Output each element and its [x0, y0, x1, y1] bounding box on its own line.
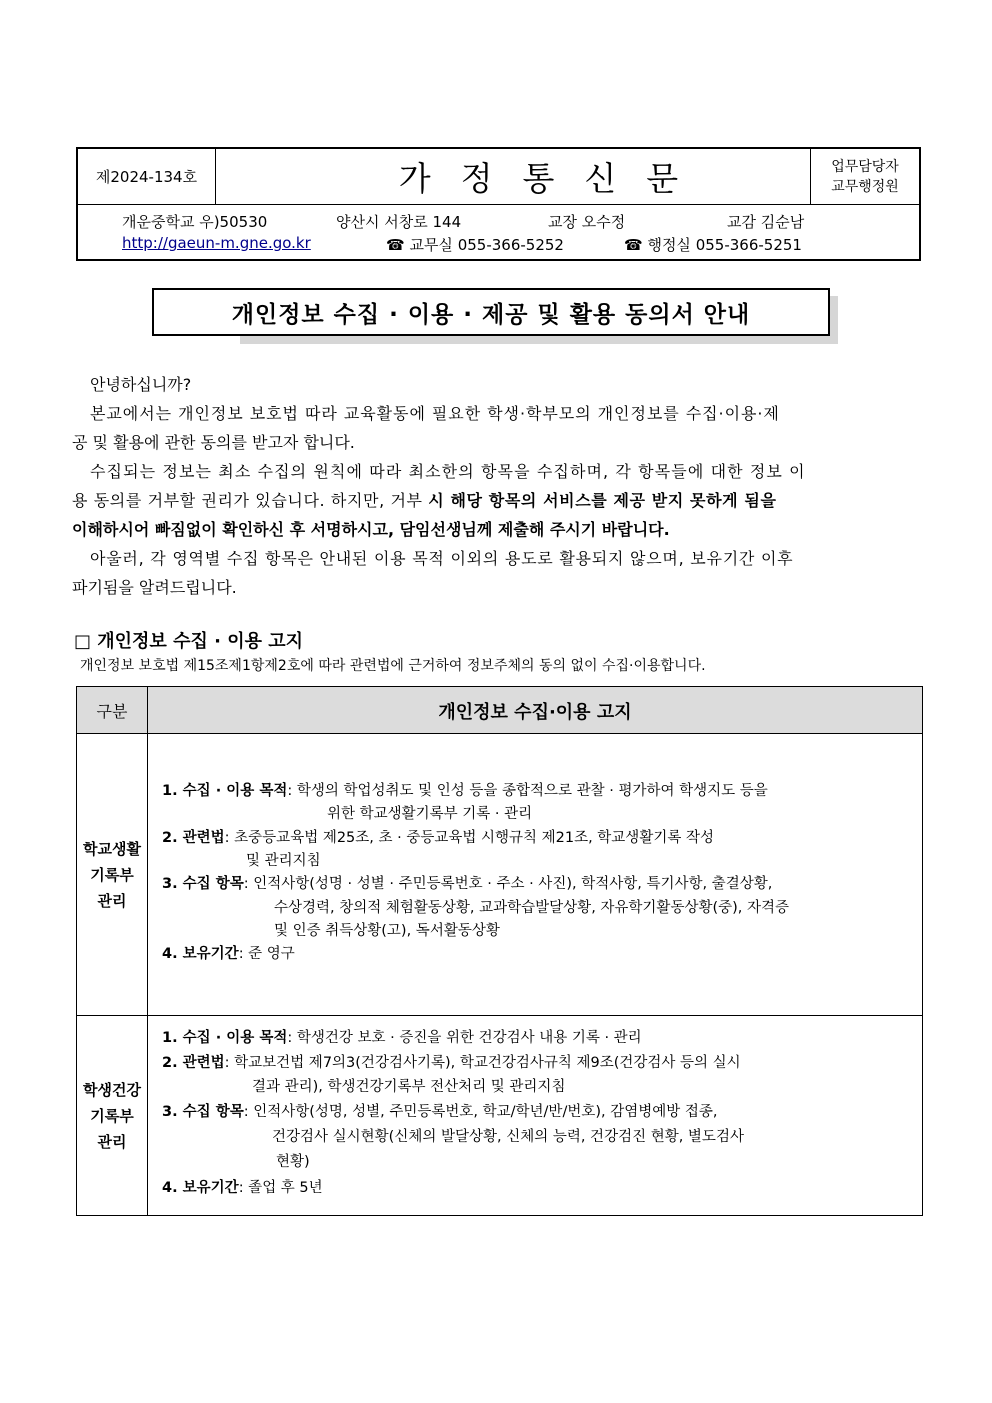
row2-item1-label: 1. 수집 · 이용 목적: [162, 1030, 288, 1046]
row1-cat-line3: 관리: [97, 892, 127, 910]
row2-item4: [162, 1177, 323, 1200]
document-title: 개인정보 수집 · 이용 · 제공 및 활용 동의서 안내: [152, 288, 830, 336]
row1-item2-label: 2. 관련법: [162, 830, 225, 846]
para2-line3: 이해하시어 빠짐없이 확인하신 후 서명하시고, 담임선생님께 제출해 주시기 바랍니다.: [72, 520, 670, 539]
row1-item3: [162, 873, 772, 896]
dept-box: [810, 149, 919, 204]
office-phone-2: ☎ 행정실 055-366-5251: [624, 236, 802, 254]
row1-item4-label: 4. 보유기간: [162, 946, 239, 962]
row1-item3-cont2: 및 인증 취득상황(고), 독서활동상황: [274, 923, 500, 939]
row2-cat-line3: 관리: [97, 1132, 127, 1151]
row2-item4-text: : 졸업 후 5년: [238, 1180, 323, 1196]
para1-line1: 본교에서는 개인정보 보호법 따라 교육활동에 필요한 학생·학부모의 개인정보를 수집·이용·제: [90, 404, 780, 423]
row2-cat-line2: 기록부: [90, 1106, 134, 1125]
vice-principal: 교감 김순남: [727, 213, 805, 231]
row2-category: [77, 1016, 147, 1215]
row2-item3-cont2: 현황): [276, 1154, 310, 1170]
para2-line2-bold: 시 해당 항목의 서비스를 제공 받지 못하게 됨을: [428, 491, 777, 510]
intro-text: [72, 370, 922, 602]
section-heading: □ 개인정보 수집 · 이용 고지: [74, 631, 304, 652]
row2-item4-label: 4. 보유기간: [162, 1180, 239, 1196]
newsletter-header: [76, 147, 921, 261]
school-address: 양산시 서창로 144: [336, 213, 462, 231]
header-top-row: [78, 149, 919, 205]
row2-item3: [162, 1101, 717, 1124]
row1-item3-cont1: 수상경력, 창의적 체험활동상황, 교과학습발달상황, 자유학기활동상황(중), 자격증: [274, 900, 790, 916]
row2-item1-text: : 학생건강 보호 · 증진을 위한 건강검사 내용 기록 · 관리: [287, 1030, 642, 1046]
row1-item2: [162, 827, 714, 850]
row2-item2-label: 2. 관련법: [162, 1055, 225, 1071]
para3-line1: 아울러, 각 영역별 수집 항목은 안내된 이용 목적 이외의 용도로 활용되지 않으며, 보유기간 이후: [90, 549, 794, 568]
dept-line-1: 업무담당자: [831, 158, 899, 175]
column-divider: [147, 687, 148, 1215]
row1-item3-text: : 인적사항(성명 · 성별 · 주민등록번호 · 주소 · 사진), 학적사항, 특기사항, 출결상황,: [243, 876, 773, 892]
issue-number: 제2024-134호: [78, 149, 216, 204]
school-url-link[interactable]: http://gaeun-m.gne.go.kr: [122, 234, 311, 252]
row1-category: [77, 735, 147, 1015]
row1-item2-text: : 초중등교육법 제25조, 초 · 중등교육법 시행규칙 제21조, 학교생활기록 작성: [224, 830, 714, 846]
row1-item1: [162, 780, 768, 803]
para2-line1: 수집되는 정보는 최소 수집의 원칙에 따라 최소한의 항목을 수집하며, 각 항목들에 대한 정보 이: [90, 462, 806, 481]
row2-item3-text: : 인적사항(성명, 성별, 주민등록번호, 학교/학년/반/번호), 감염병예방 접종,: [243, 1104, 718, 1120]
para2-line2-normal: 용 동의를 거부할 권리가 있습니다. 하지만, 거부: [72, 491, 429, 510]
header-notice: 개인정보 수집·이용 고지: [438, 701, 632, 723]
row2-cat-line1: 학생건강: [83, 1080, 141, 1099]
row1-item1-cont: 위한 학교생활기록부 기록 · 관리: [327, 806, 533, 822]
row1-cat-line1: 학교생활: [83, 840, 141, 858]
row1-item3-label: 3. 수집 항목: [162, 876, 244, 892]
row2-item3-cont1: 건강검사 실시현황(신체의 발달상황, 신체의 능력, 건강검진 현황, 별도검사: [272, 1129, 744, 1145]
row2-item1: [162, 1027, 642, 1050]
row1-item1-text: : 학생의 학업성취도 및 인성 등을 종합적으로 관찰 · 평가하여 학생지도 등을: [287, 783, 768, 799]
para1-line2: 공 및 활용에 관한 동의를 받고자 합니다.: [72, 433, 355, 452]
row-divider: [77, 1015, 922, 1016]
row1-item1-label: 1. 수집 · 이용 목적: [162, 783, 288, 799]
dept-line-2: 교무행정원: [831, 178, 899, 195]
greeting: 안녕하십니까?: [90, 375, 192, 394]
row2-item2-cont: 결과 관리), 학생건강기록부 전산처리 및 관리지침: [252, 1079, 566, 1095]
school-name: 개운중학교 우)50530: [122, 213, 268, 231]
row1-item2-cont: 및 관리지침: [246, 853, 321, 869]
row2-item2: [162, 1052, 741, 1075]
row1-item4: [162, 943, 295, 966]
principal: 교장 오수정: [548, 213, 626, 231]
header-category: 구분: [96, 702, 128, 721]
office-phone-1: ☎ 교무실 055-366-5252: [386, 236, 564, 254]
row1-cat-line2: 기록부: [90, 866, 134, 884]
para2-line2: [72, 486, 922, 515]
row2-item2-text: : 학교보건법 제7의3(건강검사기록), 학교건강검사규칙 제9조(건강검사 등의 실시: [224, 1055, 741, 1071]
row1-item4-text: : 준 영구: [238, 946, 295, 962]
section-subtext: 개인정보 보호법 제15조제1항제2호에 따라 관련법에 근거하여 정보주체의 동의 없이 수집·이용합니다.: [80, 658, 706, 674]
row2-item3-label: 3. 수집 항목: [162, 1104, 244, 1120]
newsletter-title: 가정통신문: [398, 159, 709, 198]
para3-line2: 파기됨을 알려드립니다.: [72, 578, 237, 597]
